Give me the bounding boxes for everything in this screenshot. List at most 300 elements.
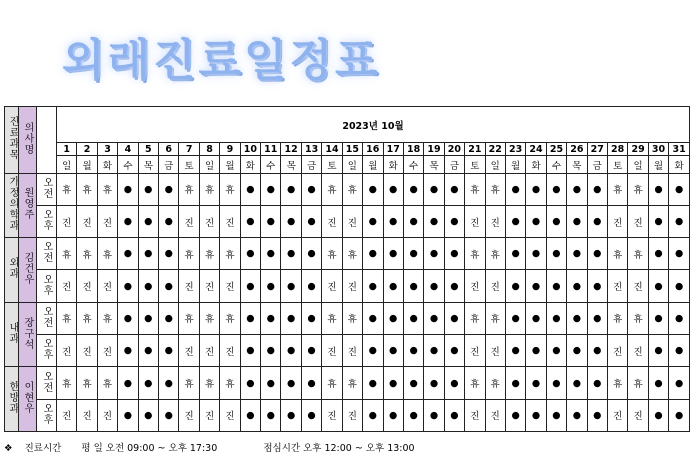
clinic-open-mark: ●: [587, 270, 607, 302]
clinic-open-mark: ●: [261, 399, 281, 431]
clinic-open-mark: ●: [281, 367, 301, 399]
clinic-open-mark: ●: [567, 270, 587, 302]
day-number: 17: [383, 143, 403, 156]
clinic-open-mark: ●: [240, 173, 260, 205]
clinic-open-mark: ●: [403, 238, 423, 270]
day-number: 22: [485, 143, 505, 156]
clinic-open-mark: ●: [159, 270, 179, 302]
clinic-status-cell: 진: [199, 335, 219, 367]
schedule-row: [5, 173, 690, 205]
weekday-label: 일: [57, 156, 77, 173]
clinic-open-mark: ●: [138, 205, 158, 237]
weekday-label: 금: [444, 156, 464, 173]
period-cell: 오후: [37, 205, 57, 237]
clinic-open-mark: ●: [138, 173, 158, 205]
weekday-label: 토: [607, 156, 627, 173]
clinic-status-cell: 진: [628, 335, 648, 367]
clinic-status-cell: 진: [179, 335, 199, 367]
weekday-label: 월: [77, 156, 97, 173]
clinic-open-mark: ●: [669, 270, 690, 302]
clinic-open-mark: ●: [546, 173, 566, 205]
clinic-status-cell: 진: [199, 399, 219, 431]
weekday-label: 화: [383, 156, 403, 173]
clinic-status-cell: 진: [77, 335, 97, 367]
day-number-row: [5, 143, 690, 156]
clinic-open-mark: ●: [240, 270, 260, 302]
schedule-row: [5, 302, 690, 334]
clinic-status-cell: 진: [628, 205, 648, 237]
clinic-status-cell: 휴: [342, 302, 362, 334]
clinic-open-mark: ●: [403, 205, 423, 237]
clinic-open-mark: ●: [363, 335, 383, 367]
clinic-status-cell: 진: [322, 205, 342, 237]
clinic-open-mark: ●: [669, 367, 690, 399]
weekday-row: [5, 156, 690, 173]
period-cell: 오전: [37, 173, 57, 205]
page-title: 외래진료일정표: [62, 35, 381, 86]
clinic-open-mark: ●: [526, 302, 546, 334]
clinic-open-mark: ●: [444, 399, 464, 431]
clinic-status-cell: 휴: [97, 367, 117, 399]
clinic-status-cell: 진: [485, 399, 505, 431]
clinic-status-cell: 진: [342, 335, 362, 367]
clinic-open-mark: ●: [301, 367, 321, 399]
clinic-status-cell: 진: [97, 399, 117, 431]
clinic-status-cell: 휴: [179, 238, 199, 270]
clinic-status-cell: 진: [628, 270, 648, 302]
footer-label: 진료시간: [24, 443, 62, 454]
clinic-status-cell: 진: [199, 270, 219, 302]
weekday-label: 수: [118, 156, 138, 173]
clinic-open-mark: ●: [240, 335, 260, 367]
clinic-open-mark: ●: [567, 399, 587, 431]
clinic-open-mark: ●: [138, 335, 158, 367]
clinic-open-mark: ●: [526, 335, 546, 367]
weekday-label: 금: [587, 156, 607, 173]
clinic-open-mark: ●: [118, 238, 138, 270]
clinic-status-cell: 휴: [199, 302, 219, 334]
doctor-name-cell: 원영주: [19, 173, 37, 238]
day-number: 23: [505, 143, 525, 156]
clinic-open-mark: ●: [424, 302, 444, 334]
clinic-status-cell: 휴: [628, 173, 648, 205]
clinic-status-cell: 휴: [322, 302, 342, 334]
clinic-status-cell: 휴: [220, 173, 240, 205]
clinic-open-mark: ●: [669, 205, 690, 237]
clinic-open-mark: ●: [587, 335, 607, 367]
clinic-open-mark: ●: [587, 238, 607, 270]
day-number: 3: [97, 143, 117, 156]
clinic-status-cell: 휴: [607, 238, 627, 270]
clinic-open-mark: ●: [505, 399, 525, 431]
clinic-status-cell: 휴: [607, 367, 627, 399]
dept-cell: 한방과: [5, 367, 19, 432]
clinic-open-mark: ●: [444, 335, 464, 367]
clinic-open-mark: ●: [567, 367, 587, 399]
period-cell: 오전: [37, 302, 57, 334]
clinic-open-mark: ●: [383, 399, 403, 431]
clinic-status-cell: 휴: [57, 173, 77, 205]
clinic-open-mark: ●: [261, 205, 281, 237]
clinic-open-mark: ●: [505, 205, 525, 237]
clinic-status-cell: 진: [179, 270, 199, 302]
day-number: 20: [444, 143, 464, 156]
clinic-status-cell: 진: [465, 270, 485, 302]
clinic-open-mark: ●: [301, 270, 321, 302]
day-number: 26: [567, 143, 587, 156]
clinic-open-mark: ●: [505, 270, 525, 302]
clinic-open-mark: ●: [118, 367, 138, 399]
clinic-open-mark: ●: [118, 205, 138, 237]
clinic-status-cell: 휴: [220, 238, 240, 270]
clinic-open-mark: ●: [281, 238, 301, 270]
clinic-open-mark: ●: [546, 270, 566, 302]
clinic-open-mark: ●: [587, 399, 607, 431]
clinic-open-mark: ●: [159, 399, 179, 431]
clinic-open-mark: ●: [159, 238, 179, 270]
clinic-open-mark: ●: [301, 335, 321, 367]
clinic-open-mark: ●: [648, 205, 668, 237]
clinic-open-mark: ●: [567, 205, 587, 237]
clinic-open-mark: ●: [138, 302, 158, 334]
clinic-status-cell: 휴: [199, 173, 219, 205]
clinic-open-mark: ●: [138, 270, 158, 302]
clinic-status-cell: 휴: [485, 302, 505, 334]
clinic-open-mark: ●: [526, 173, 546, 205]
schedule-row: [5, 335, 690, 367]
clinic-open-mark: ●: [424, 238, 444, 270]
day-number: 9: [220, 143, 240, 156]
clinic-status-cell: 진: [322, 399, 342, 431]
clinic-open-mark: ●: [118, 173, 138, 205]
day-number: 5: [138, 143, 158, 156]
clinic-status-cell: 휴: [77, 238, 97, 270]
day-number: 7: [179, 143, 199, 156]
month-title: 2023년 10월: [57, 107, 690, 143]
title-banner: [0, 0, 700, 100]
clinic-status-cell: 진: [607, 335, 627, 367]
period-header: [37, 107, 57, 174]
clinic-status-cell: 진: [77, 205, 97, 237]
clinic-status-cell: 휴: [607, 173, 627, 205]
weekday-label: 일: [628, 156, 648, 173]
clinic-status-cell: 휴: [465, 302, 485, 334]
clinic-open-mark: ●: [281, 399, 301, 431]
clinic-status-cell: 진: [607, 205, 627, 237]
weekday-label: 수: [403, 156, 423, 173]
clinic-open-mark: ●: [567, 238, 587, 270]
clinic-status-cell: 휴: [628, 302, 648, 334]
clinic-open-mark: ●: [505, 335, 525, 367]
clinic-status-cell: 진: [220, 270, 240, 302]
clinic-status-cell: 휴: [628, 238, 648, 270]
clinic-status-cell: 휴: [485, 367, 505, 399]
clinic-open-mark: ●: [648, 335, 668, 367]
clinic-open-mark: ●: [669, 399, 690, 431]
clinic-status-cell: 휴: [465, 173, 485, 205]
clinic-status-cell: 휴: [342, 238, 362, 270]
period-cell: 오전: [37, 238, 57, 270]
clinic-open-mark: ●: [567, 173, 587, 205]
clinic-open-mark: ●: [505, 173, 525, 205]
clinic-status-cell: 진: [607, 399, 627, 431]
period-cell: 오후: [37, 399, 57, 431]
weekday-label: 목: [567, 156, 587, 173]
weekday-label: 화: [669, 156, 690, 173]
weekday-label: 월: [505, 156, 525, 173]
doctor-header: 의사명: [19, 107, 37, 174]
day-number: 13: [301, 143, 321, 156]
clinic-status-cell: 진: [179, 399, 199, 431]
clinic-open-mark: ●: [424, 335, 444, 367]
clinic-open-mark: ●: [648, 270, 668, 302]
clinic-open-mark: ●: [648, 238, 668, 270]
day-number: 30: [648, 143, 668, 156]
clinic-open-mark: ●: [424, 270, 444, 302]
clinic-open-mark: ●: [159, 302, 179, 334]
clinic-status-cell: 진: [77, 270, 97, 302]
weekday-label: 토: [179, 156, 199, 173]
clinic-open-mark: ●: [669, 238, 690, 270]
clinic-open-mark: ●: [383, 302, 403, 334]
day-number: 29: [628, 143, 648, 156]
clinic-open-mark: ●: [261, 335, 281, 367]
clinic-open-mark: ●: [526, 238, 546, 270]
clinic-status-cell: 휴: [322, 173, 342, 205]
clinic-open-mark: ●: [669, 302, 690, 334]
clinic-open-mark: ●: [240, 205, 260, 237]
clinic-open-mark: ●: [383, 173, 403, 205]
clinic-open-mark: ●: [261, 238, 281, 270]
clinic-open-mark: ●: [281, 173, 301, 205]
clinic-open-mark: ●: [403, 367, 423, 399]
clinic-open-mark: ●: [444, 302, 464, 334]
clinic-status-cell: 휴: [199, 238, 219, 270]
clinic-open-mark: ●: [159, 335, 179, 367]
day-number: 2: [77, 143, 97, 156]
clinic-status-cell: 진: [607, 270, 627, 302]
clinic-open-mark: ●: [363, 302, 383, 334]
clinic-open-mark: ●: [444, 173, 464, 205]
clinic-open-mark: ●: [261, 302, 281, 334]
day-number: 8: [199, 143, 219, 156]
weekday-label: 일: [485, 156, 505, 173]
clinic-open-mark: ●: [505, 302, 525, 334]
clinic-open-mark: ●: [587, 173, 607, 205]
period-cell: 오전: [37, 367, 57, 399]
day-number: 25: [546, 143, 566, 156]
clinic-open-mark: ●: [403, 399, 423, 431]
clinic-status-cell: 진: [97, 270, 117, 302]
clinic-open-mark: ●: [261, 270, 281, 302]
clinic-open-mark: ●: [669, 173, 690, 205]
clinic-open-mark: ●: [505, 367, 525, 399]
clinic-status-cell: 휴: [628, 367, 648, 399]
clinic-open-mark: ●: [383, 270, 403, 302]
clinic-status-cell: 휴: [77, 367, 97, 399]
schedule-row: [5, 205, 690, 237]
weekday-label: 화: [240, 156, 260, 173]
clinic-status-cell: 휴: [465, 238, 485, 270]
clinic-open-mark: ●: [383, 367, 403, 399]
clinic-status-cell: 진: [57, 270, 77, 302]
footer-hours: [4, 440, 415, 454]
dept-cell: 내과: [5, 302, 19, 367]
period-cell: 오후: [37, 270, 57, 302]
day-number: 18: [403, 143, 423, 156]
day-number: 11: [261, 143, 281, 156]
weekday-label: 수: [546, 156, 566, 173]
day-number: 12: [281, 143, 301, 156]
weekday-label: 목: [281, 156, 301, 173]
weekday-label: 토: [465, 156, 485, 173]
dept-cell: 외과: [5, 238, 19, 303]
clinic-open-mark: ●: [240, 238, 260, 270]
schedule-row: [5, 367, 690, 399]
day-number: 28: [607, 143, 627, 156]
weekday-hours: 평 일 오전 09:00 ~ 오후 17:30: [81, 443, 218, 454]
clinic-open-mark: ●: [138, 399, 158, 431]
clinic-status-cell: 진: [220, 205, 240, 237]
clinic-status-cell: 휴: [322, 238, 342, 270]
clinic-status-cell: 휴: [77, 302, 97, 334]
day-number: 19: [424, 143, 444, 156]
lunch-hours: 점심시간 오후 12:00 ~ 오후 13:00: [263, 443, 415, 454]
clinic-open-mark: ●: [546, 399, 566, 431]
weekday-label: 수: [261, 156, 281, 173]
clinic-open-mark: ●: [281, 270, 301, 302]
clinic-status-cell: 휴: [179, 173, 199, 205]
clinic-open-mark: ●: [240, 399, 260, 431]
schedule-table: [4, 106, 690, 432]
clinic-status-cell: 휴: [485, 173, 505, 205]
clinic-status-cell: 진: [342, 399, 362, 431]
clinic-open-mark: ●: [138, 238, 158, 270]
clinic-open-mark: ●: [403, 173, 423, 205]
clinic-status-cell: 진: [342, 270, 362, 302]
clinic-open-mark: ●: [159, 173, 179, 205]
clinic-open-mark: ●: [546, 238, 566, 270]
day-number: 15: [342, 143, 362, 156]
schedule-row: [5, 238, 690, 270]
clinic-open-mark: ●: [301, 173, 321, 205]
day-number: 16: [363, 143, 383, 156]
clinic-status-cell: 진: [57, 335, 77, 367]
clinic-open-mark: ●: [648, 399, 668, 431]
clinic-status-cell: 진: [465, 205, 485, 237]
clinic-status-cell: 진: [97, 205, 117, 237]
clinic-status-cell: 진: [57, 205, 77, 237]
clinic-open-mark: ●: [301, 302, 321, 334]
doctor-name-cell: 장구석: [19, 302, 37, 367]
schedule-row: [5, 270, 690, 302]
clinic-open-mark: ●: [363, 173, 383, 205]
clinic-open-mark: ●: [424, 205, 444, 237]
clinic-open-mark: ●: [526, 399, 546, 431]
weekday-label: 화: [97, 156, 117, 173]
clinic-status-cell: 휴: [485, 238, 505, 270]
clinic-open-mark: ●: [118, 302, 138, 334]
clinic-open-mark: ●: [281, 205, 301, 237]
clinic-open-mark: ●: [363, 205, 383, 237]
clinic-open-mark: ●: [118, 270, 138, 302]
clinic-open-mark: ●: [648, 367, 668, 399]
clinic-open-mark: ●: [424, 399, 444, 431]
doctor-name-cell: 이현우: [19, 367, 37, 432]
clinic-status-cell: 진: [322, 335, 342, 367]
clinic-status-cell: 휴: [322, 367, 342, 399]
clinic-open-mark: ●: [526, 205, 546, 237]
clinic-status-cell: 진: [199, 205, 219, 237]
clinic-open-mark: ●: [301, 399, 321, 431]
clinic-open-mark: ●: [587, 302, 607, 334]
clinic-status-cell: 휴: [77, 173, 97, 205]
clinic-open-mark: ●: [261, 173, 281, 205]
clinic-status-cell: 진: [322, 270, 342, 302]
day-number: 4: [118, 143, 138, 156]
schedule-row: [5, 399, 690, 431]
clinic-open-mark: ●: [159, 205, 179, 237]
clinic-open-mark: ●: [118, 399, 138, 431]
clinic-open-mark: ●: [424, 367, 444, 399]
clinic-open-mark: ●: [546, 335, 566, 367]
clinic-status-cell: 휴: [220, 367, 240, 399]
clinic-status-cell: 진: [465, 399, 485, 431]
dept-cell: 가정의학과: [5, 173, 19, 238]
clinic-status-cell: 진: [77, 399, 97, 431]
clinic-open-mark: ●: [403, 335, 423, 367]
clinic-status-cell: 휴: [97, 302, 117, 334]
clinic-open-mark: ●: [159, 367, 179, 399]
weekday-label: 목: [138, 156, 158, 173]
day-number: 14: [322, 143, 342, 156]
weekday-label: 월: [220, 156, 240, 173]
clinic-open-mark: ●: [444, 205, 464, 237]
bullet-icon: ❖: [4, 443, 13, 454]
weekday-label: 일: [199, 156, 219, 173]
month-header-row: [5, 107, 690, 143]
clinic-open-mark: ●: [424, 173, 444, 205]
clinic-status-cell: 진: [57, 399, 77, 431]
weekday-label: 화: [526, 156, 546, 173]
clinic-open-mark: ●: [444, 270, 464, 302]
clinic-status-cell: 진: [628, 399, 648, 431]
weekday-label: 금: [301, 156, 321, 173]
clinic-open-mark: ●: [261, 367, 281, 399]
clinic-open-mark: ●: [363, 270, 383, 302]
clinic-status-cell: 진: [220, 335, 240, 367]
clinic-open-mark: ●: [587, 367, 607, 399]
weekday-label: 월: [363, 156, 383, 173]
clinic-status-cell: 진: [485, 205, 505, 237]
weekday-label: 일: [342, 156, 362, 173]
clinic-open-mark: ●: [138, 367, 158, 399]
clinic-open-mark: ●: [567, 335, 587, 367]
clinic-open-mark: ●: [505, 238, 525, 270]
day-number: 10: [240, 143, 260, 156]
period-cell: 오후: [37, 335, 57, 367]
weekday-label: 목: [424, 156, 444, 173]
clinic-open-mark: ●: [669, 335, 690, 367]
clinic-open-mark: ●: [281, 302, 301, 334]
clinic-status-cell: 휴: [179, 302, 199, 334]
clinic-open-mark: ●: [403, 302, 423, 334]
clinic-status-cell: 진: [97, 335, 117, 367]
weekday-label: 금: [159, 156, 179, 173]
day-number: 1: [57, 143, 77, 156]
clinic-open-mark: ●: [383, 205, 403, 237]
clinic-open-mark: ●: [567, 302, 587, 334]
